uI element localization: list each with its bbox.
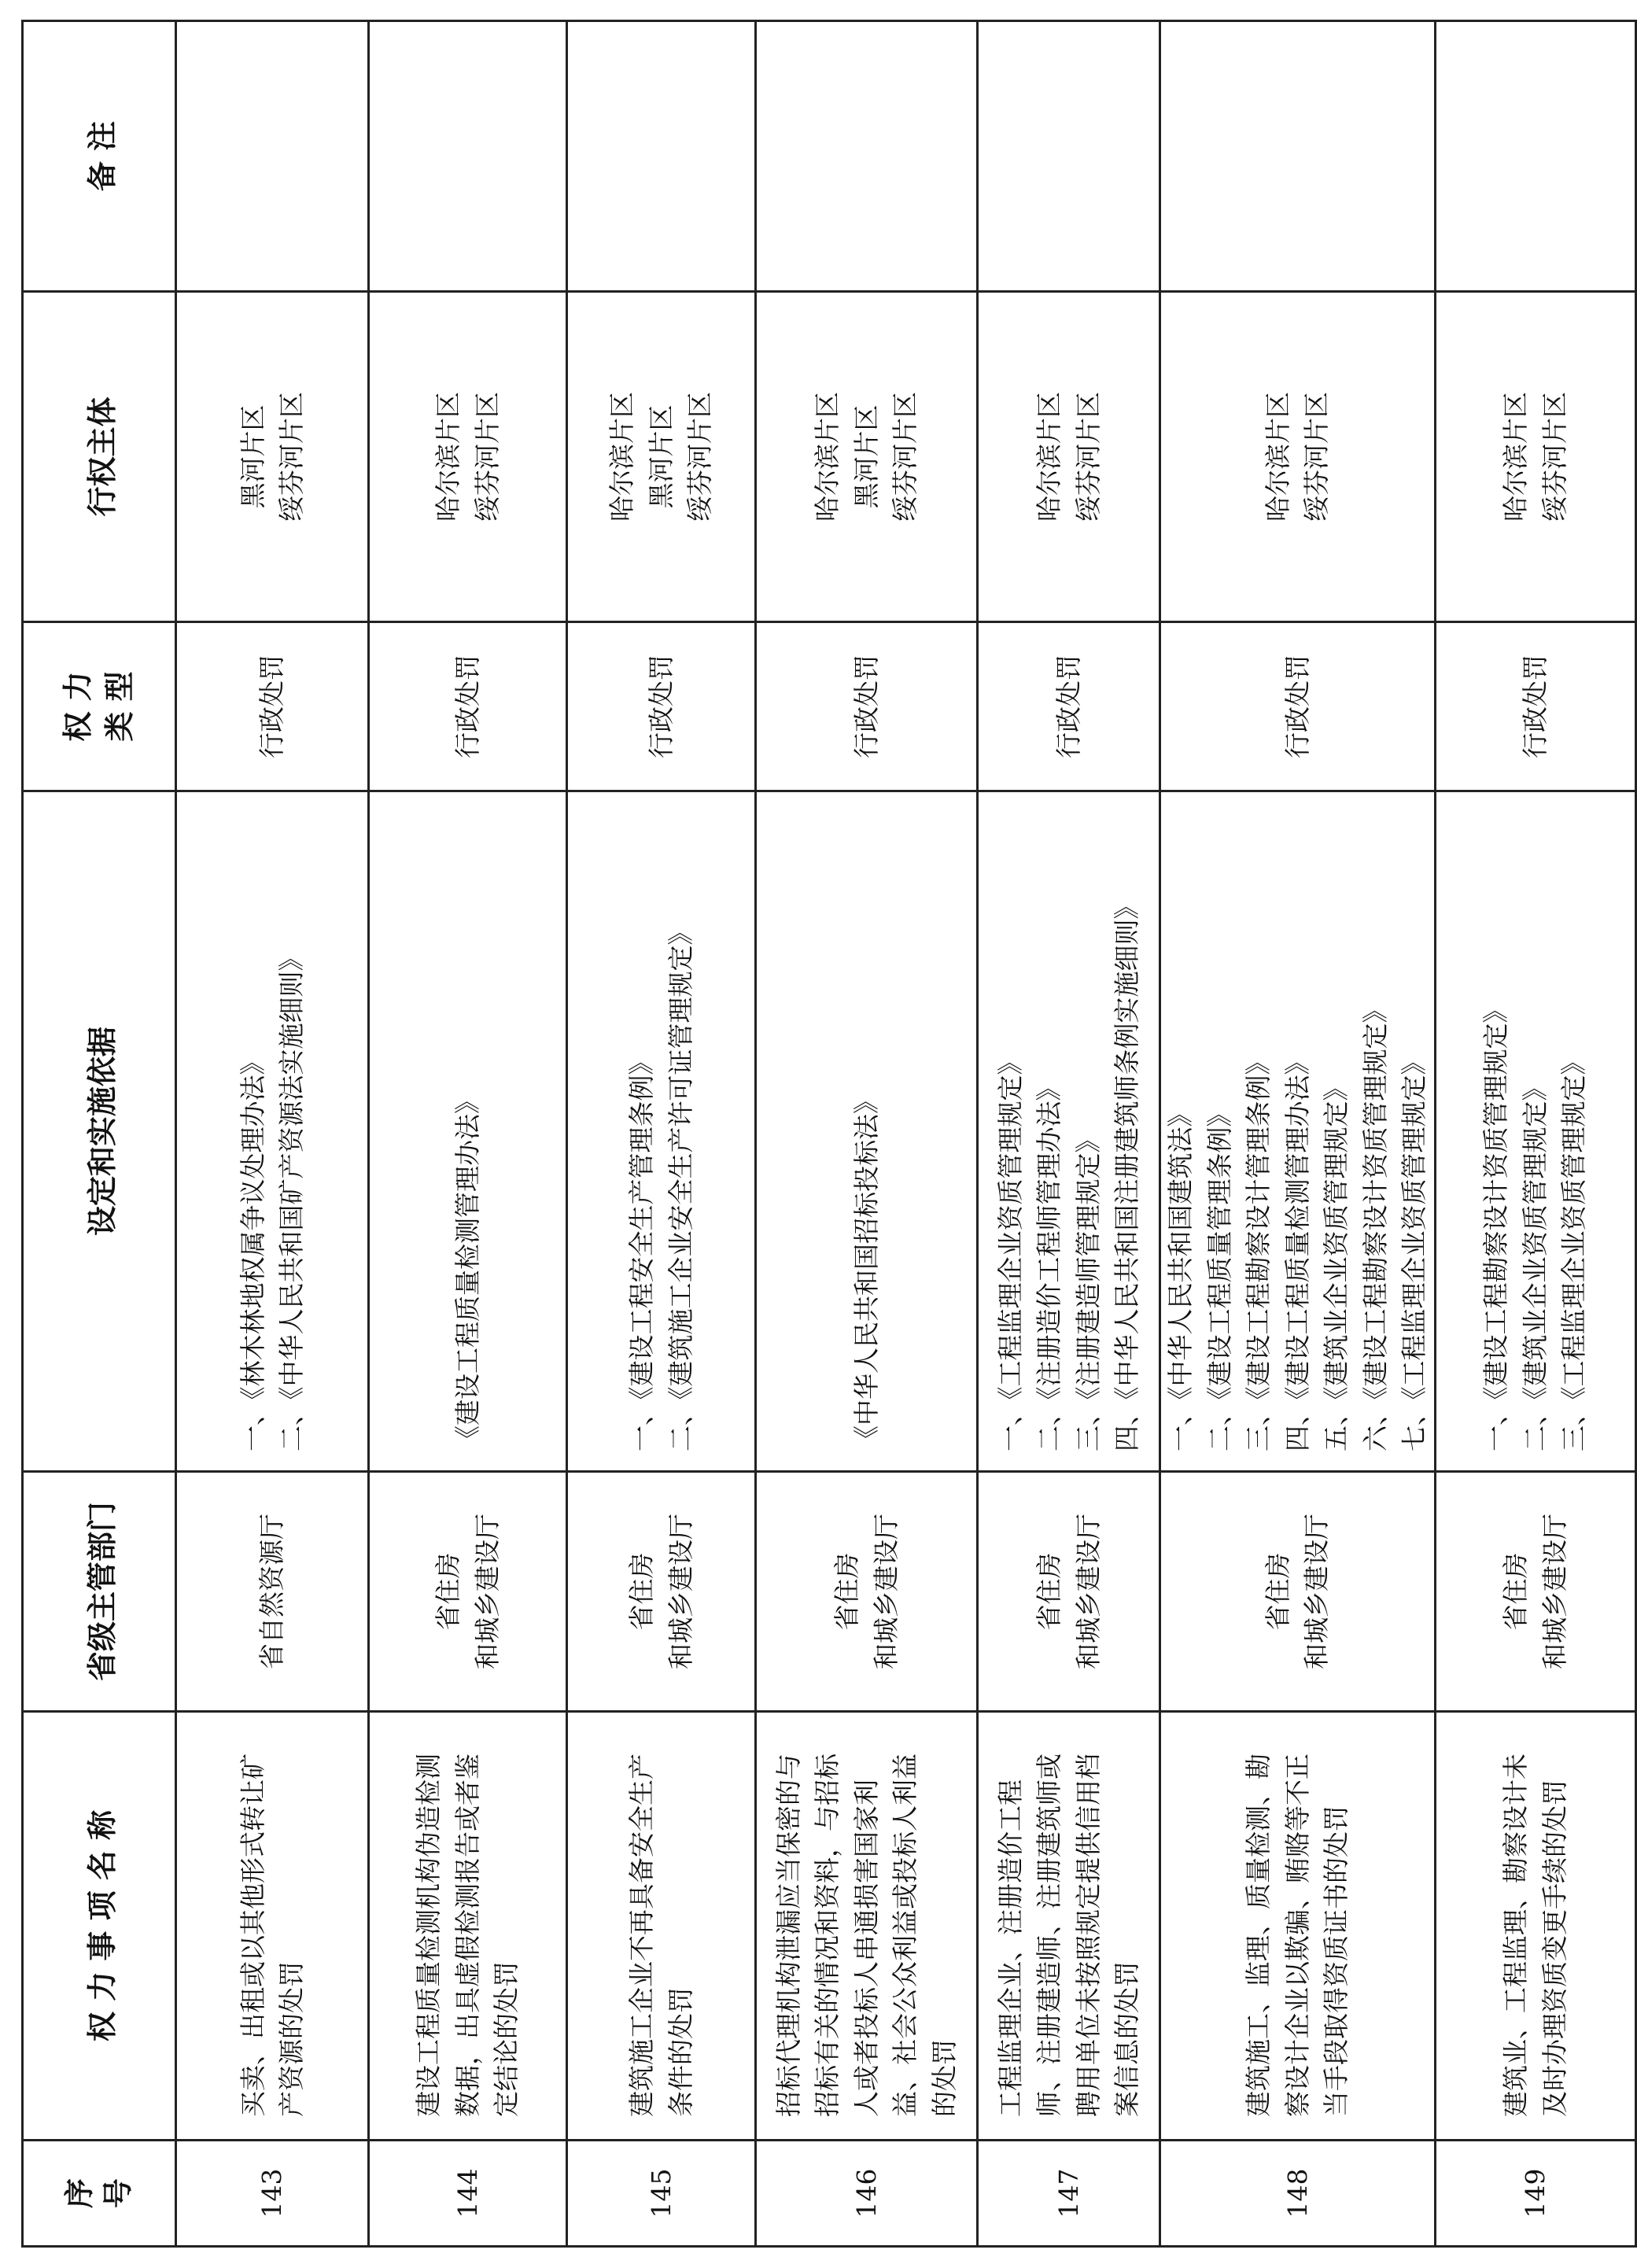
basis-line: 《中华人民共和国招标投标法》	[850, 1088, 882, 1451]
basis-line: 三、《工程监理企业资质管理规定》	[1558, 1049, 1590, 1451]
subject-cell	[978, 292, 1160, 622]
power-item-name: 建筑施工、监理、质量检测、勘察设计企业以欺骗、贿赂等不正当手段取得资质证书的处罚	[1160, 1712, 1436, 2141]
header-type: 权 力 类 型	[23, 622, 176, 791]
basis-line: 三、《注册建造师管理规定》	[1072, 1127, 1104, 1451]
table-body	[176, 21, 1636, 2247]
power-item-name: 建筑业、工程监理、勘察设计未及时办理资质变更手续的处罚	[1435, 1712, 1635, 2141]
department-line: 和城乡建设厅	[870, 1514, 901, 1669]
note-cell	[567, 21, 756, 292]
row-number: 149	[1435, 2141, 1635, 2247]
basis-line: 二、《中华人民共和国矿产资源法实施细则》	[276, 945, 307, 1451]
basis-line: 二、《注册造价工程师管理办法》	[1034, 1075, 1064, 1451]
power-type: 行政处罚	[756, 622, 978, 791]
header-basis: 设定和实施依据	[23, 791, 176, 1472]
header-name: 权 力 事 项 名 称	[23, 1712, 176, 2141]
subject-cell	[176, 292, 369, 622]
department-line: 和城乡建设厅	[471, 1514, 503, 1669]
subject-line: 哈尔滨片区	[1034, 392, 1064, 522]
basis-line: 一、《建设工程勘察设计资质管理规定》	[1480, 997, 1512, 1451]
table-header-row	[23, 21, 176, 2247]
note-cell	[369, 21, 567, 292]
note-cell	[756, 21, 978, 292]
basis-cell	[1160, 791, 1436, 1472]
basis-line: 一、《中华人民共和国建筑法》	[1165, 1101, 1196, 1451]
department-cell	[756, 1472, 978, 1712]
department-line: 和城乡建设厅	[1301, 1514, 1333, 1669]
subject-line: 黑河片区	[237, 404, 268, 509]
basis-line: 四、《中华人民共和国注册建筑师条例实施细则》	[1112, 893, 1142, 1451]
department-line: 省住房	[1500, 1552, 1531, 1631]
row-number: 145	[567, 2141, 756, 2247]
power-type: 行政处罚	[176, 622, 369, 791]
row-number: 147	[978, 2141, 1160, 2247]
power-type: 行政处罚	[1160, 622, 1436, 791]
table-row	[567, 21, 756, 2247]
basis-cell	[369, 791, 567, 1472]
basis-line: 一、《林木林地权属争议处理办法》	[237, 1049, 268, 1451]
basis-line: 五、《建筑业企业资质管理规定》	[1321, 1075, 1351, 1451]
basis-cell	[176, 791, 369, 1472]
row-number: 148	[1160, 2141, 1436, 2247]
department-line: 省住房	[626, 1552, 657, 1631]
note-cell	[978, 21, 1160, 292]
power-type: 行政处罚	[567, 622, 756, 791]
subject-line: 哈尔滨片区	[607, 392, 638, 522]
department-line: 省住房	[831, 1552, 862, 1631]
basis-line: 一、《工程监理企业资质管理规定》	[994, 1049, 1026, 1451]
subject-line: 哈尔滨片区	[812, 392, 843, 522]
subject-line: 绥芬河片区	[890, 392, 921, 522]
basis-cell	[567, 791, 756, 1472]
department-cell	[1160, 1472, 1436, 1712]
department-line: 和城乡建设厅	[1539, 1514, 1570, 1669]
basis-cell	[756, 791, 978, 1472]
power-item-name: 买卖、出租或以其他形式转让矿产资源的处罚	[176, 1712, 369, 2141]
subject-line: 绥芬河片区	[1301, 392, 1333, 522]
department-line: 和城乡建设厅	[1072, 1514, 1104, 1669]
subject-cell	[1160, 292, 1436, 622]
header-dept: 省级主管部门	[23, 1472, 176, 1712]
row-number: 143	[176, 2141, 369, 2247]
department-line: 省住房	[1262, 1552, 1293, 1631]
basis-cell	[1435, 791, 1635, 1472]
row-number: 144	[369, 2141, 567, 2247]
department-line: 省住房	[1034, 1552, 1064, 1631]
basis-line: 二、《建筑业企业资质管理规定》	[1519, 1075, 1550, 1451]
power-type: 行政处罚	[978, 622, 1160, 791]
basis-line: 四、《建设工程质量检测管理办法》	[1281, 1049, 1313, 1451]
department-cell	[176, 1472, 369, 1712]
basis-line: 二、《建设工程质量管理条例》	[1204, 1101, 1235, 1451]
table-row	[176, 21, 369, 2247]
table-row	[369, 21, 567, 2247]
note-cell	[176, 21, 369, 292]
basis-line: 三、《建设工程勘察设计管理条例》	[1243, 1049, 1274, 1451]
power-list-table	[21, 20, 1637, 2248]
header-seq: 序 号	[23, 2141, 176, 2247]
department-line: 和城乡建设厅	[665, 1514, 696, 1669]
power-type: 行政处罚	[1435, 622, 1635, 791]
department-line: 省自然资源厅	[256, 1514, 288, 1669]
subject-line: 哈尔滨片区	[1262, 392, 1293, 522]
basis-cell	[978, 791, 1160, 1472]
subject-cell	[1435, 292, 1635, 622]
subject-line: 绥芬河片区	[276, 392, 307, 522]
subject-line: 黑河片区	[645, 404, 677, 509]
header-note: 备 注	[23, 21, 176, 292]
subject-line: 绥芬河片区	[1539, 392, 1570, 522]
basis-line: 六、《建设工程勘察设计资质管理规定》	[1359, 997, 1391, 1451]
subject-cell	[756, 292, 978, 622]
table-row	[1160, 21, 1436, 2247]
department-cell	[978, 1472, 1160, 1712]
subject-cell	[567, 292, 756, 622]
subject-cell	[369, 292, 567, 622]
table-row	[1435, 21, 1635, 2247]
basis-line: 《建设工程质量检测管理办法》	[452, 1088, 483, 1451]
basis-line: 七、《工程监理企业资质管理规定》	[1399, 1049, 1429, 1451]
power-item-name: 建设工程质量检测机构伪造检测数据，出具虚假检测报告或者鉴定结论的处罚	[369, 1712, 567, 2141]
basis-line: 一、《建设工程安全生产管理条例》	[626, 1049, 657, 1451]
subject-line: 绥芬河片区	[471, 392, 503, 522]
department-line: 省住房	[433, 1552, 463, 1631]
subject-line: 黑河片区	[850, 404, 882, 509]
row-number: 146	[756, 2141, 978, 2247]
power-item-name: 建筑施工企业不再具备安全生产条件的处罚	[567, 1712, 756, 2141]
note-cell	[1160, 21, 1436, 292]
department-cell	[1435, 1472, 1635, 1712]
subject-line: 哈尔滨片区	[1500, 392, 1531, 522]
subject-line: 绥芬河片区	[684, 392, 716, 522]
table-row	[978, 21, 1160, 2247]
power-item-name: 工程监理企业、注册造价工程师、注册建造师、注册建筑师或聘用单位未按照规定提供信用档案信息的处罚	[978, 1712, 1160, 2141]
header-subject: 行权主体	[23, 292, 176, 622]
subject-line: 绥芬河片区	[1072, 392, 1104, 522]
basis-line: 二、《建筑施工企业安全生产许可证管理规定》	[665, 919, 696, 1451]
subject-line: 哈尔滨片区	[433, 392, 463, 522]
department-cell	[567, 1472, 756, 1712]
power-item-name: 招标代理机构泄漏应当保密的与招标有关的情况和资料，与招标人或者投标人串通损害国家利益、社会公众利益或投标人利益的处罚	[756, 1712, 978, 2141]
department-cell	[369, 1472, 567, 1712]
power-type: 行政处罚	[369, 622, 567, 791]
note-cell	[1435, 21, 1635, 292]
table-row	[756, 21, 978, 2247]
